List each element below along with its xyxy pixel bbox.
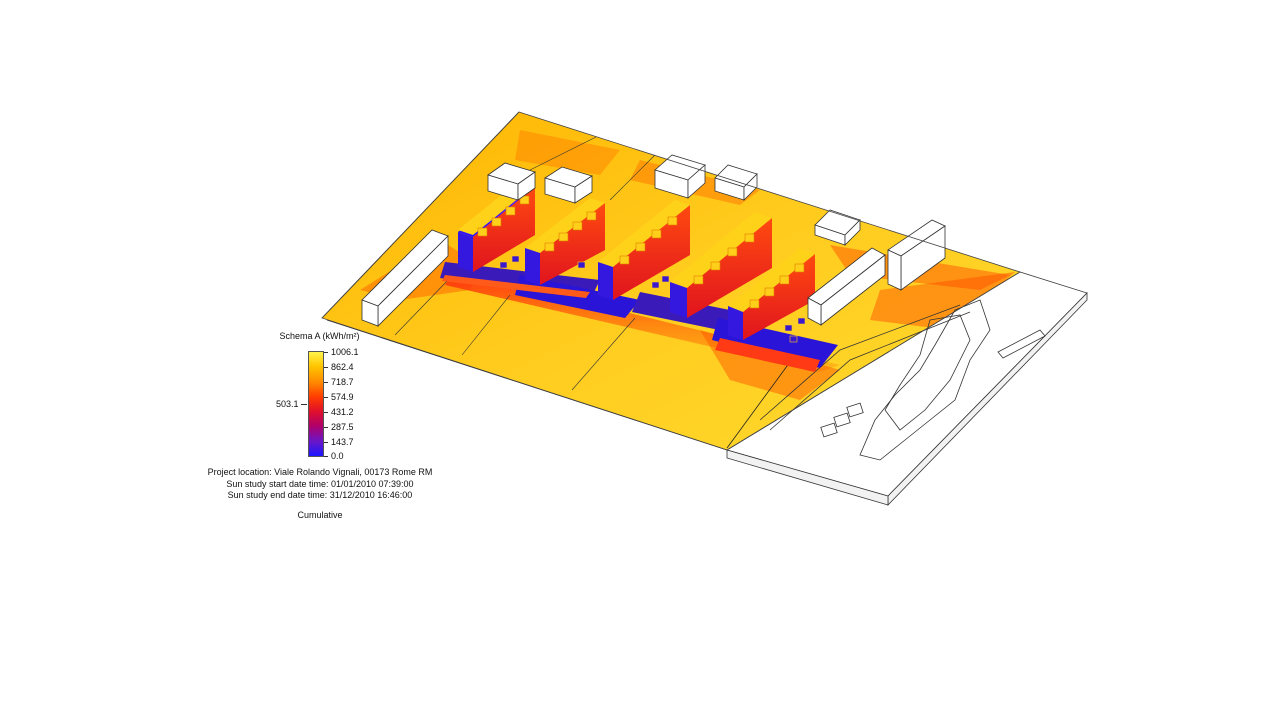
legend-tick-label: 431.2 xyxy=(331,407,354,417)
legend-tick xyxy=(324,412,328,413)
legend-tick-label: 287.5 xyxy=(331,422,354,432)
legend-tick-label: 143.7 xyxy=(331,437,354,447)
analysis-mode: Cumulative xyxy=(297,510,343,520)
legend-tick-label: 0.0 xyxy=(331,451,344,461)
legend-title: Schema A (kWh/m²) xyxy=(279,331,360,341)
legend-tick xyxy=(324,427,328,428)
legend-tick xyxy=(324,382,328,383)
legend-tick-label: 862.4 xyxy=(331,362,354,372)
sun-study-end: Sun study end date time: 31/12/2010 16:46:00 xyxy=(227,490,413,500)
legend-mid-tick xyxy=(301,404,307,405)
legend-tick-label: 574.9 xyxy=(331,392,354,402)
legend-tick xyxy=(324,456,328,457)
legend-tick xyxy=(324,367,328,368)
legend-color-bar xyxy=(308,351,324,457)
legend-tick-label: 718.7 xyxy=(331,377,354,387)
project-location: Project location: Viale Rolando Vignali, 00173 Rome RM xyxy=(207,467,433,477)
legend-tick xyxy=(324,352,328,353)
legend-tick-label: 1006.1 xyxy=(331,347,359,357)
legend-tick xyxy=(324,442,328,443)
legend-mid-value: 503.1 xyxy=(276,399,299,409)
sun-study-start: Sun study start date time: 01/01/2010 07:39:00 xyxy=(226,479,414,489)
legend-tick xyxy=(324,397,328,398)
